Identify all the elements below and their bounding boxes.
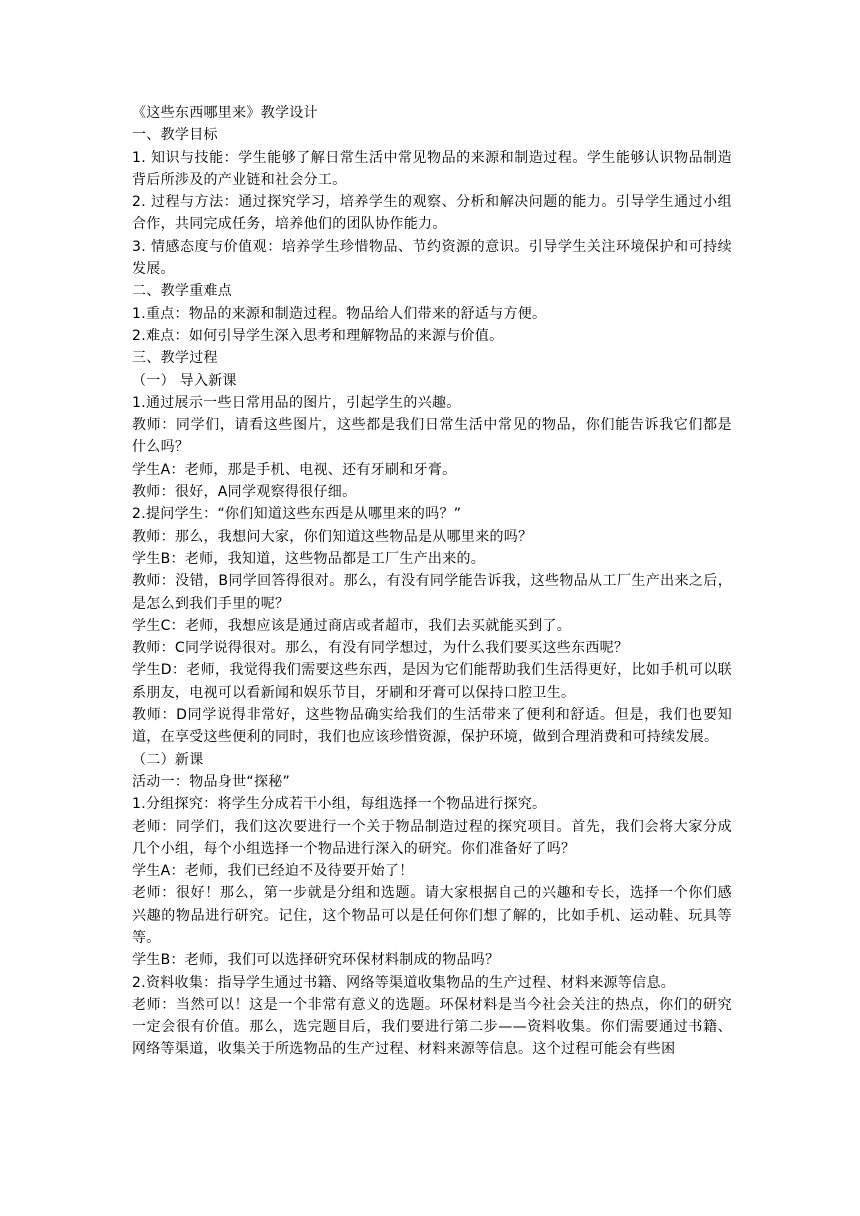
step-group-explore: 1.分组探究：将学生分成若干小组，每组选择一个物品进行探究。 [132,796,547,813]
goal-emotion-values: 3. 情感态度与价值观：培养学生珍惜物品、节约资源的意识。引导学生关注环境保护和可持续发展。 [132,238,732,278]
subheading-introduction: （一） 导入新课 [132,372,237,389]
goal-process-method: 2. 过程与方法：通过探究学习，培养学生的观察、分析和解决问题的能力。引导学生通过小组合作，共同完成任务，培养他们的团队协作能力。 [132,194,732,233]
dialogue-line: 老师：当然可以！这是一个非常有意义的选题。环保材料是当今社会关注的热点，你们的研究一定会很有价值。那么，选完题目后，我们要进行第二步——资料收集。你们需要通过书籍、网络等渠道，收集关于所选物品的生产过程、材料来源等信息。这个过程可能会有些困 [132,996,732,1058]
goal-knowledge-skills: 1. 知识与技能：学生能够了解日常生活中常见物品的来源和制造过程。学生能够认识物品制造背后所涉及的产业链和社会分工。 [132,149,732,188]
heading-teaching-goals: 一、教学目标 [132,127,218,144]
dialogue-line: 学生B：老师，我知道，这些物品都是工厂生产出来的。 [132,550,486,567]
dialogue-line: 教师：同学们，请看这些图片，这些都是我们日常生活中常见的物品，你们能告诉我它们都是什么吗？ [132,417,732,456]
step-collect-materials: 2.资料收集：指导学生通过书籍、网络等渠道收集物品的生产过程、材料来源等信息。 [132,974,676,991]
step-show-pictures: 1.通过展示一些日常用品的图片，引起学生的兴趣。 [132,394,461,411]
dialogue-line: 教师：很好，A同学观察得很仔细。 [132,484,357,501]
dialogue-line: 老师：很好！那么，第一步就是分组和选题。请大家根据自己的兴趣和专长，选择一个你们感兴趣的物品进行研究。记住，这个物品可以是任何你们想了解的，比如手机、运动鞋、玩具等等。 [132,885,732,946]
dialogue-line: 学生B：老师，我们可以选择研究环保材料制成的物品吗？ [132,952,500,969]
dialogue-line: 学生A：老师，那是手机、电视、还有牙刷和牙膏。 [132,461,457,478]
activity-one-title: 活动一：物品身世“探秘” [132,773,291,790]
dialogue-line: 教师：那么，我想问大家，你们知道这些物品是从哪里来的吗？ [132,528,533,545]
dialogue-line: 教师：C同学说得很对。那么，有没有同学想过，为什么我们要买这些东西呢？ [132,640,629,657]
document-title: 《这些东西哪里来》教学设计 [132,105,318,121]
heading-teaching-process: 三、教学过程 [132,350,218,367]
dialogue-line: 教师：没错，B同学回答得很对。那么，有没有同学能告诉我，这些物品从工厂生产出来之后，是怎么到我们手里的呢？ [132,573,732,612]
dialogue-line: 学生C：老师，我想应该是通过商店或者超市，我们去买就能买到了。 [132,617,572,634]
dialogue-line: 学生A：老师，我们已经迫不及待要开始了！ [132,863,414,880]
step-ask-students: 2.提问学生：“你们知道这些东西是从哪里来的吗？” [132,506,462,523]
document-body [132,102,732,1061]
heading-key-difficult-points: 二、教学重难点 [132,283,233,300]
dialogue-line: 教师：D同学说得非常好，这些物品确实给我们的生活带来了便利和舒适。但是，我们也要知道，在享受这些便利的同时，我们也应该珍惜资源，保护环境，做到合理消费和可持续发展。 [132,707,732,746]
difficult-point: 2.难点：如何引导学生深入思考和理解物品的来源与价值。 [132,327,504,344]
key-point: 1.重点：物品的来源和制造过程。物品给人们带来的舒适与方便。 [132,305,547,322]
dialogue-line: 老师：同学们，我们这次要进行一个关于物品制造过程的探究项目。首先，我们会将大家分成几个小组，每个小组选择一个物品进行深入的研究。你们准备好了吗？ [132,818,732,857]
subheading-new-lesson: （二）新课 [132,751,204,768]
dialogue-line: 学生D：老师，我觉得我们需要这些东西，是因为它们能帮助我们生活得更好，比如手机可以联系朋友，电视可以看新闻和娱乐节目，牙刷和牙膏可以保持口腔卫生。 [132,662,732,701]
